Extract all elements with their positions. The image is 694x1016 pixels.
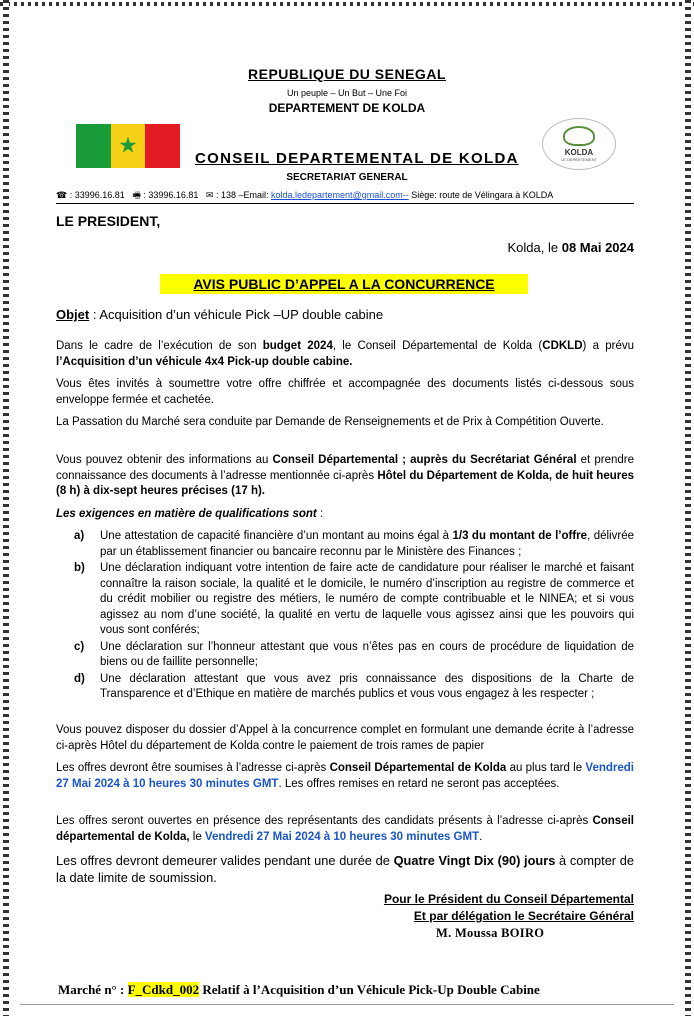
header-divider bbox=[56, 203, 634, 204]
logo-subtext: LE DEPARTEMENT bbox=[561, 157, 597, 162]
date-prefix: Kolda, le bbox=[507, 240, 562, 255]
paragraph-dossier: Vous pouvez disposer du dossier d’Appel à la concurrence complet en formulant une demande écrite à l’adresse ci-après Hôtel du département de Kolda contre le paiement de trois rames de papier bbox=[56, 724, 634, 752]
date-line bbox=[508, 240, 634, 255]
council-title: CONSEIL DEPARTEMENTAL DE KOLDA bbox=[195, 150, 519, 167]
signatory-name: M. Moussa BOIRO bbox=[436, 926, 545, 940]
email-link[interactable]: kolda.ledepartement@gmail.com-- bbox=[271, 190, 409, 200]
mail-icon: ✉ bbox=[205, 190, 214, 200]
flag-image bbox=[76, 124, 180, 168]
contact-line bbox=[56, 188, 553, 204]
paragraph-invitation: Vous êtes invités à soumettre votre offre chiffrée et accompagnée des documents listés ci-dessous sous enveloppe fermée et cachetée. bbox=[56, 378, 634, 406]
page-border-top bbox=[0, 2, 694, 6]
page-border-left bbox=[3, 0, 9, 1016]
subject-text: : Acquisition d’un véhicule Pick –UP double cabine bbox=[89, 307, 384, 322]
republic-title: REPUBLIQUE DU SENEGAL bbox=[248, 66, 446, 82]
president-heading: LE PRESIDENT, bbox=[56, 213, 161, 229]
list-item: a) Une attestation de capacité financière d’un montant au moins égal à 1/3 du montant de l’offre, délivrée par un établissement financier ou bancaire reconnu par le Ministère des Finances ; bbox=[74, 530, 634, 558]
list-item: b) Une déclaration indiquant votre intention de faire acte de candidature pour réaliser le marché et faisant connaître la raison sociale, la qualité et le domicile, le numéro d’inscription au registre de commerce et du crédit mobilier ou registre des métiers, le numéro de compte contribuable et le NINEA; et si vous agissez au nom d’une société, la qualité en vertu de laquelle vous agissez ainsi que les pouvoirs qui vous sont conférés; bbox=[74, 562, 634, 636]
signature-line-1: Pour le Président du Conseil Départemental bbox=[383, 892, 634, 906]
list-item: c) Une déclaration sur l’honneur attestant que vous n’êtes pas en cours de procédure de liquidation de biens ou de faillite personnelle; bbox=[74, 640, 634, 668]
requirements-heading: Les exigences en matière de qualifications sont : bbox=[56, 508, 324, 520]
footer-divider bbox=[20, 1004, 674, 1005]
requirements-list bbox=[74, 529, 634, 704]
signature-line-2: Et par délégation le Secrétaire Général bbox=[413, 909, 634, 923]
list-item: d) Une déclaration attestant que vous avez pris connaissance des dispositions de la Charte de Transparence et d’Ethique en matière de marchés publics et vous vous engagez à les respecter ; bbox=[74, 672, 634, 700]
phone-icon: ☎ bbox=[56, 190, 68, 200]
contact-fax: : 33996.16.81 bbox=[143, 190, 199, 200]
paragraph-information: Vous pouvez obtenir des informations au Conseil Départemental ; auprès du Secrétariat Général et prendre connaissance des documents à l’adresse mentionnée ci-après Hôtel du Département de Kolda, de huit heures (8 h) à dix-sept heures précises (17 h). bbox=[56, 454, 635, 497]
paragraph-submission: Les offres devront être soumises à l’adresse ci-après Conseil Départemental de Kolda au plus tard le Vendredi 27 Mai 2024 à 10 heures 30 minutes GMT. Les offres remises en retard ne seront pas acceptées. bbox=[56, 762, 634, 790]
logo-text: KOLDA bbox=[564, 148, 594, 157]
footer-ref-code: F_Cdkd_002 bbox=[127, 982, 200, 997]
paragraph-procedure: La Passation du Marché sera conduite par Demande de Renseignements et de Prix à Compétition Ouverte. bbox=[56, 416, 604, 428]
subject-label: Objet bbox=[56, 307, 90, 322]
paragraph-budget: Dans le cadre de l’exécution de son budget 2024, le Conseil Départemental de Kolda (CDKLD) a prévu l’Acquisition d’un véhicule 4x4 Pick-up double cabine. bbox=[56, 340, 634, 368]
logo-head-icon bbox=[563, 126, 595, 146]
paragraph-opening: Les offres seront ouvertes en présence des représentants des candidats présents à l’adresse ci-après Conseil départemental de Kolda, le Vendredi 27 Mai 2024 à 10 heures 30 minutes GMT. bbox=[56, 815, 634, 843]
subject-line bbox=[56, 307, 383, 322]
date-value: 08 Mai 2024 bbox=[561, 240, 634, 255]
council-logo bbox=[542, 118, 616, 170]
contact-phone: : 33996.16.81 bbox=[69, 190, 125, 200]
page-border-right bbox=[685, 0, 691, 1016]
footer-reference: Marché n° : F_Cdkd_002 Relatif à l’Acquisition d’un Véhicule Pick-Up Double Cabine bbox=[58, 982, 540, 997]
contact-address: Siège: route de Vélingara à KOLDA bbox=[408, 190, 554, 200]
paragraph-validity: Les offres devront demeurer valides pendant une durée de Quatre Vingt Dix (90) jours à compter de la date limite de soumission. bbox=[56, 853, 635, 885]
star-icon: ★ bbox=[118, 132, 138, 158]
secretariat-title: SECRETARIAT GENERAL bbox=[286, 172, 408, 183]
notice-title: AVIS PUBLIC D’APPEL A LA CONCURRENCE bbox=[160, 274, 528, 294]
motto: Un peuple – Un But – Une Foi bbox=[286, 88, 408, 98]
contact-mail-prefix: : 138 –Email: bbox=[215, 190, 271, 200]
fax-icon: 🖷 bbox=[132, 190, 141, 200]
department-title: DEPARTEMENT DE KOLDA bbox=[268, 101, 426, 115]
